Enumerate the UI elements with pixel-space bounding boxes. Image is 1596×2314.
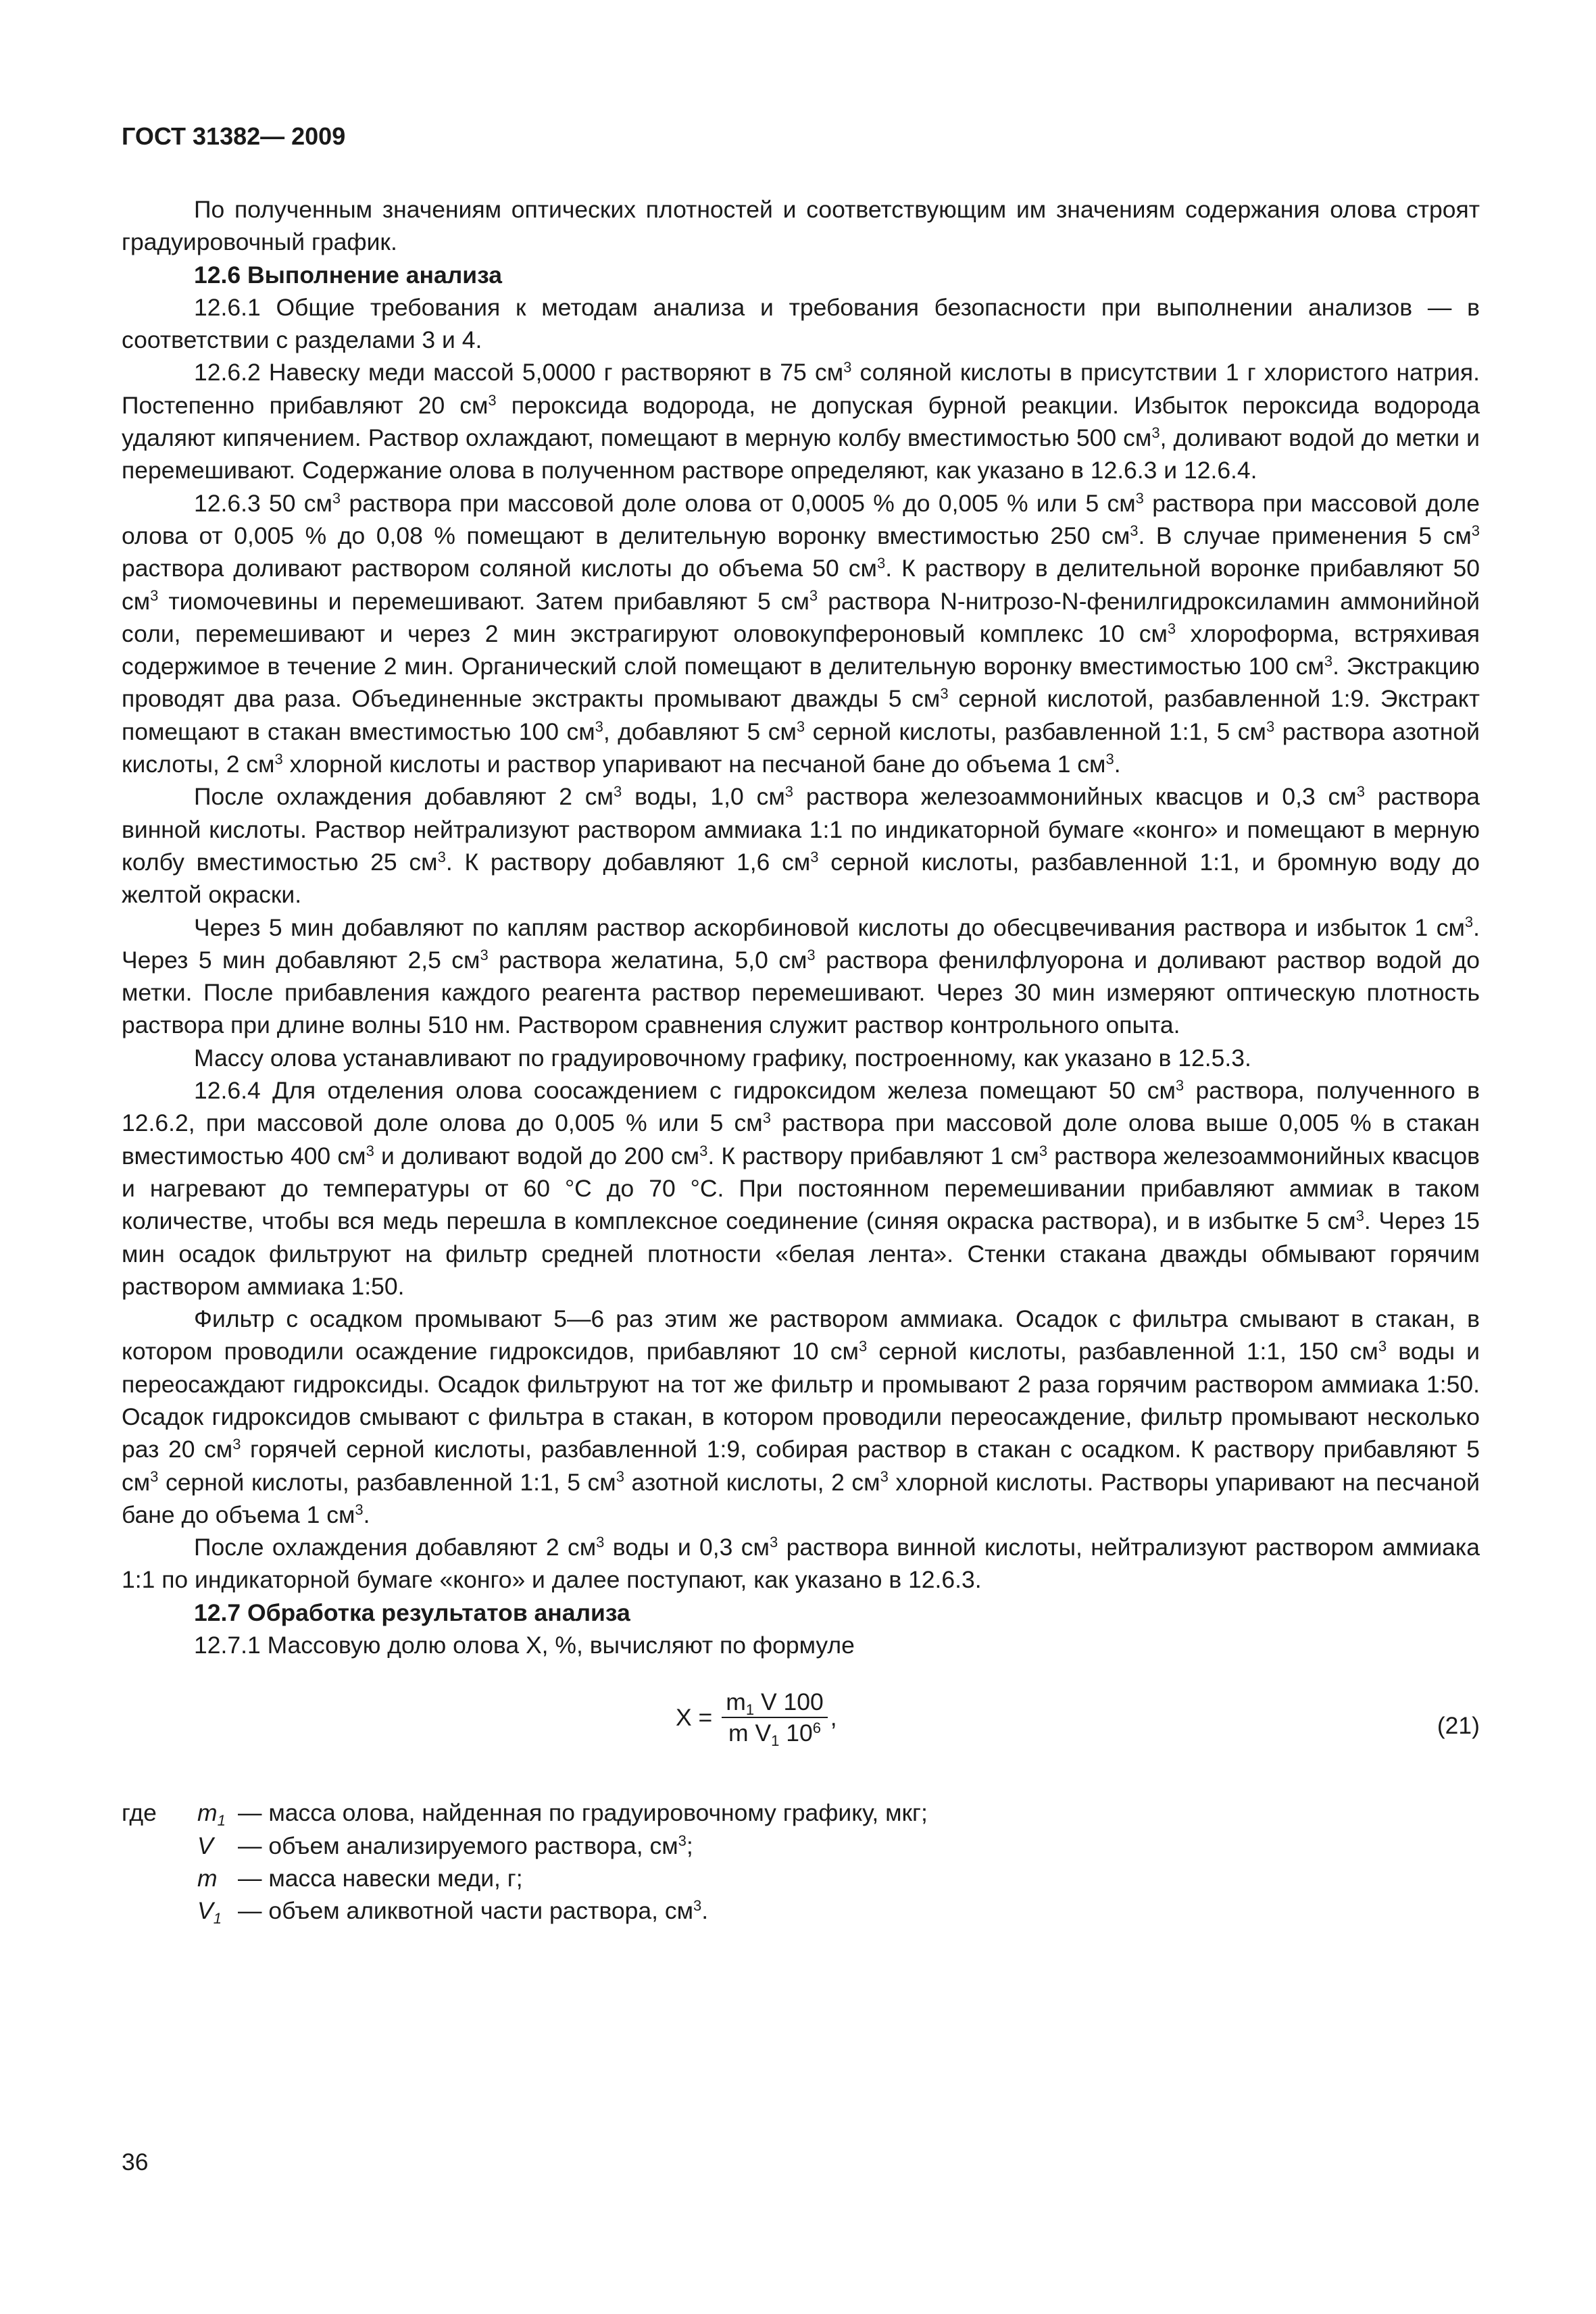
formula-comma: , [830, 1703, 837, 1731]
formula-lhs: X = [676, 1703, 713, 1731]
definition-lead: где [122, 1799, 157, 1827]
page-number: 36 [122, 2148, 149, 2175]
document-page [122, 122, 1480, 1928]
definition-lead [122, 1830, 197, 1862]
definition-symbol: V [197, 1832, 214, 1859]
definition-row [122, 1796, 1480, 1829]
formula-fraction [722, 1687, 827, 1748]
formula-expression [676, 1687, 837, 1748]
formula-21 [122, 1680, 1480, 1782]
formula-number: (21) [1437, 1712, 1480, 1740]
paragraph: Массу олова устанавливают по градуировочному графику, построенному, как указано в 12.5.3. [194, 1044, 1251, 1072]
definition-text: — объем аликвотной части раствора, $см^3$. [238, 1897, 709, 1925]
definition-symbol: $V_1$ [197, 1897, 222, 1927]
definition-text: — масса олова, найденная по градуировочному графику, мкг; [238, 1799, 928, 1827]
document-header: ГОСТ 31382— 2009 [122, 122, 346, 150]
definition-text: — объем анализируемого раствора, $см^3$; [238, 1832, 693, 1859]
section-heading: 12.6 Выполнение анализа [194, 261, 502, 288]
formula-denominator: m $V_1$ $10^6$ [728, 1719, 821, 1749]
formula-definitions [122, 1796, 1480, 1927]
formula-numerator: $m_1$ V 100 [726, 1688, 824, 1718]
paragraph: По полученным значениям оптических плотностей и соответствующим им значениям содержания олова строят градуировочный график. [122, 196, 1480, 256]
definition-symbol: $m_1$ [197, 1799, 226, 1829]
paragraph: 12.6.3 50 $см^3$ раствора при массовой доле олова от 0,0005 % до 0,005 % или 5 $см^3$ раствора при массовой доле олова от 0,005 % до 0,08 % помещают в делительную воронку вместимостью 250 $см^3$. В случае применения 5 $см^3$ раствора доливают раствором соляной кислоты до объема 50 $см^3$. К раствору в делительной воронке прибавляют 50 $см^3$ тиомочевины и перемешивают. Затем прибавляют 5 $см^3$ раствора N-нитрозо-N-фенилгидроксиламин аммонийной соли, перемешивают и через 2 мин экстрагируют оловокупфероновый комплекс 10 $см^3$ хлороформа, встряхивая содержимое в течение 2 мин. Органический слой помещают в делительную воронку вместимостью 100 $см^3$. Экстракцию проводят два раза. Объединенные экстракты промывают дважды 5 $см^3$ серной кислотой, разбавленной 1:9. Экстракт помещают в стакан вместимостью 100 $см^3$, добавляют 5 $см^3$ серной кислоты, разбавленной 1:1, 5 $см^3$ раствора азотной кислоты, 2 $см^3$ хлорной кислоты и раствор упаривают на песчаной бане до объема 1 $см^3$. [122, 489, 1480, 778]
definition-row [122, 1830, 1480, 1862]
section-heading: 12.7 Обработка результатов анализа [194, 1599, 630, 1626]
paragraph: После охлаждения добавляют 2 $см^3$ воды, 1,0 $см^3$ раствора железоаммонийных квасцов и 0,3 $см^3$ раствора винной кислоты. Раствор нейтрализуют раствором аммиака 1:1 по индикаторной бумаге «конго» и помещают в мерную колбу вместимостью 25 $см^3$. К раствору добавляют 1,6 $см^3$ серной кислоты, разбавленной 1:1, и бромную воду до желтой окраски. [122, 783, 1480, 909]
definition-symbol: m [197, 1864, 218, 1892]
document-body [122, 193, 1480, 1661]
paragraph: 12.6.1 Общие требования к методам анализа и требования безопасности при выполнении анализов — в соответствии с разделами 3 и 4. [122, 293, 1480, 354]
definition-text: — масса навески меди, г; [238, 1864, 523, 1892]
paragraph: 12.6.4 Для отделения олова соосаждением с гидроксидом железа помещают 50 $см^3$ раствора, полученного в 12.6.2, при массовой доле олова до 0,005 % или 5 $см^3$ раствора при массовой доле олова выше 0,005 % в стакан вместимостью 400 $см^3$ и доливают водой до 200 $см^3$. К раствору прибавляют 1 $см^3$ раствора железоаммонийных квасцов и нагревают до температуры от 60 °С до 70 °С. При постоянном перемешивании прибавляют аммиак в таком количестве, чтобы вся медь перешла в комплексное соединение (синяя окраска раствора), и в избытке 5 $см^3$. Через 15 мин осадок фильтруют на фильтр средней плотности «белая лента». Стенки стакана дважды обмывают горячим раствором аммиака 1:50. [122, 1076, 1480, 1300]
paragraph: Через 5 мин добавляют по каплям раствор аскорбиновой кислоты до обесцвечивания раствора и избыток 1 $см^3$. Через 5 мин добавляют 2,5 $см^3$ раствора желатина, 5,0 $см^3$ раствора фенилфлуорона и доливают раствор водой до метки. После прибавления каждого реагента раствор перемешивают. Через 30 мин измеряют оптическую плотность раствора при длине волны 510 нм. Раствором сравнения служит раствор контрольного опыта. [122, 913, 1480, 1039]
definition-lead [122, 1894, 197, 1927]
definition-lead [122, 1862, 197, 1894]
paragraph: После охлаждения добавляют 2 $см^3$ воды и 0,3 $см^3$ раствора винной кислоты, нейтрализуют раствором аммиака 1:1 по индикаторной бумаге «конго» и далее поступают, как указано в 12.6.3. [122, 1534, 1480, 1594]
definition-row [122, 1862, 1480, 1894]
paragraph: 12.6.2 Навеску меди массой 5,0000 г растворяют в 75 $см^3$ соляной кислоты в присутствии 1 г хлористого натрия. Постепенно прибавляют 20 $см^3$ пероксида водорода, не допуская бурной реакции. Избыток пероксида водорода удаляют кипячением. Раствор охлаждают, помещают в мерную колбу вместимостью 500 $см^3$, доливают водой до метки и перемешивают. Содержание олова в полученном растворе определяют, как указано в 12.6.3 и 12.6.4. [122, 359, 1480, 484]
definition-row [122, 1894, 1480, 1927]
paragraph: 12.7.1 Массовую долю олова X, %, вычисляют по формуле [194, 1632, 855, 1659]
paragraph: Фильтр с осадком промывают 5—6 раз этим же раствором аммиака. Осадок с фильтра смывают в стакан, в котором проводили осаждение гидроксидов, прибавляют 10 $см^3$ серной кислоты, разбавленной 1:1, 150 $см^3$ воды и переосаждают гидроксиды. Осадок фильтруют на тот же фильтр и промывают 2 раза горячим раствором аммиака 1:50. Осадок гидроксидов смывают с фильтра в стакан, в котором проводили переосаждение, фильтр промывают несколько раз 20 $см^3$ горячей серной кислоты, разбавленной 1:9, собирая раствор в стакан с осадком. К раствору прибавляют 5 $см^3$ серной кислоты, разбавленной 1:1, 5 $см^3$ азотной кислоты, 2 $см^3$ хлорной кислоты. Растворы упаривают на песчаной бане до объема 1 $см^3$. [122, 1305, 1480, 1528]
